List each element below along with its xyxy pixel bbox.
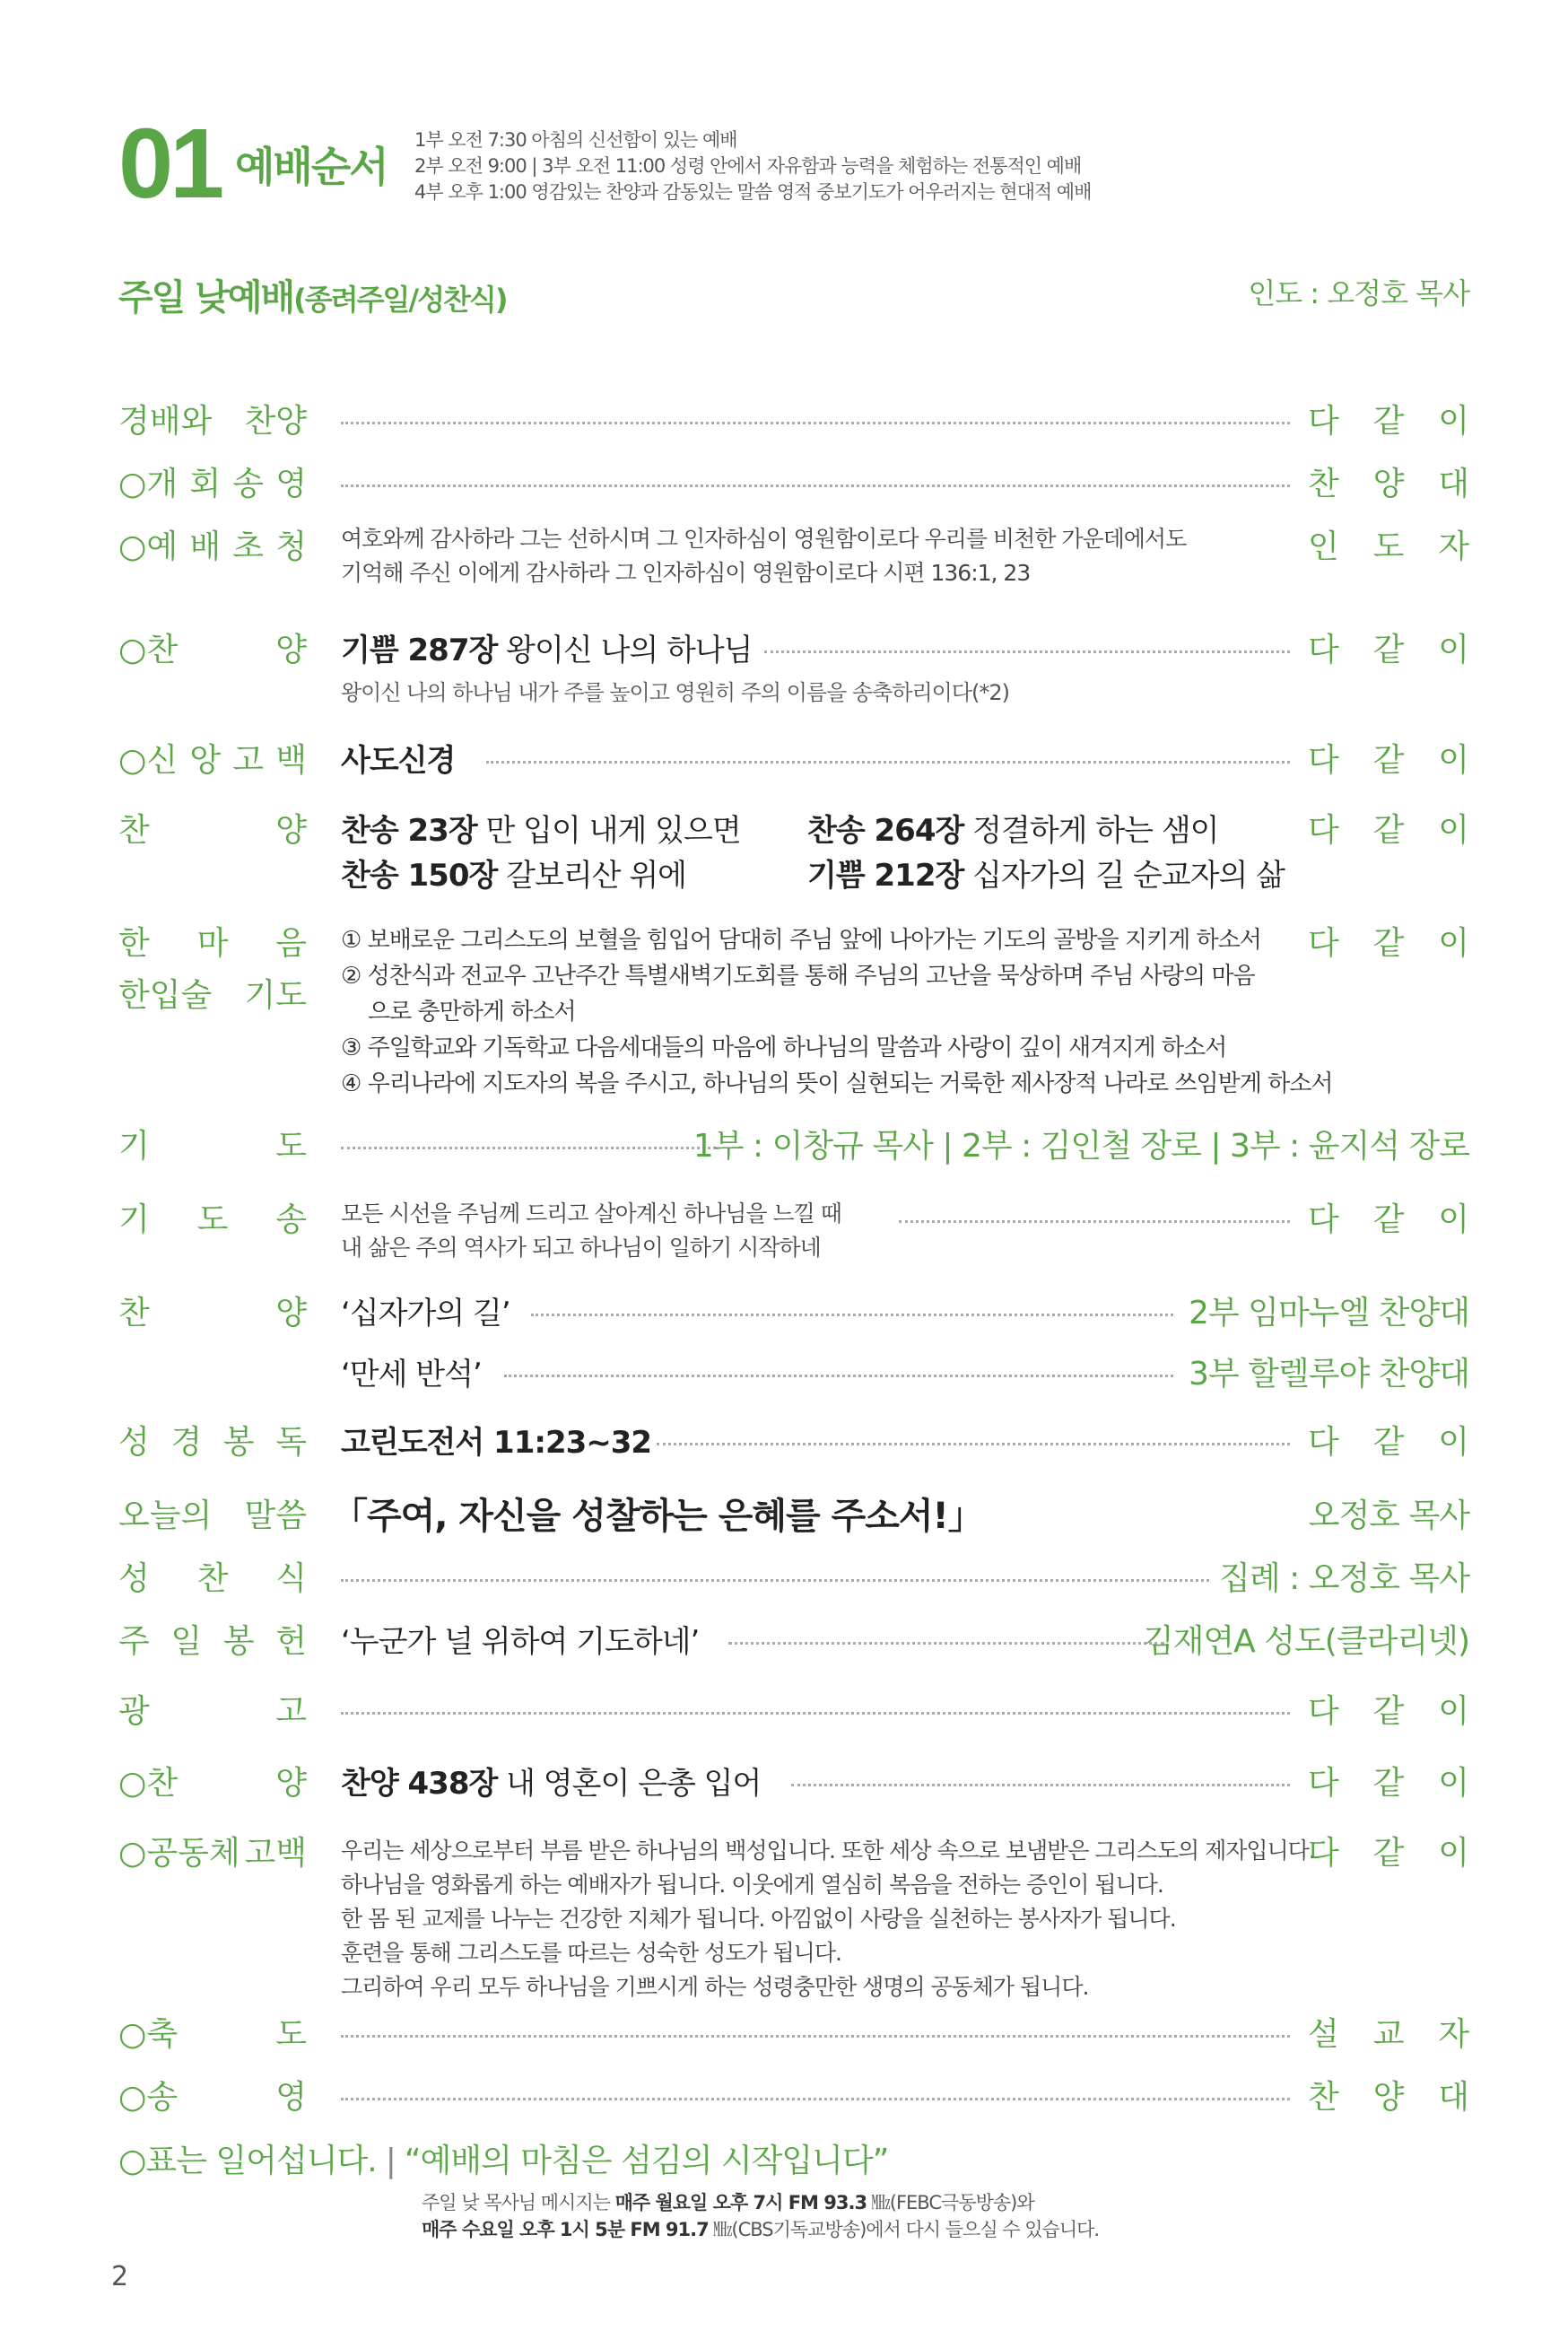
service-time-line: 4부 오후 1:00 영감있는 찬양과 감동있는 말씀 영적 중보기도가 어우러지는 현대적 예배 (414, 181, 1092, 203)
label-part: 기도 (244, 977, 307, 1014)
dotted-leader (764, 650, 1290, 653)
service-time-line: 1부 오전 7:30 아침의 신선함이 있는 예배 (414, 129, 737, 151)
order-label (118, 734, 307, 788)
order-label (118, 1827, 307, 1881)
order-row-closing-praise (118, 1757, 1469, 1811)
prayer-item: ③ 주일학교와 기독학교 다음세대들의 마음에 하나님의 말씀과 사랑이 깊이 새겨지게 하소서 (341, 1035, 1227, 1061)
label-part: 경 (170, 1424, 203, 1461)
prayer-item: 으로 충만하게 하소서 (368, 999, 576, 1026)
page-number: 2 (111, 2261, 129, 2292)
order-label (118, 2071, 307, 2125)
confession-text (341, 1834, 1315, 2004)
service-subtitle: (종려주일/성찬식) (293, 283, 507, 317)
offering-performer: 김재연A 성도(클라리넷) (1142, 1623, 1469, 1660)
performer-part: 이 (1438, 742, 1469, 779)
performer-part: 이 (1438, 1765, 1469, 1802)
performer-part: 같 (1372, 925, 1405, 962)
label-part: 찬 (118, 1295, 150, 1331)
performer-part: 다 (1308, 742, 1339, 779)
label-part: 회 (189, 466, 222, 502)
label-part: 찬양 (244, 403, 307, 440)
label-part: 찬 (118, 812, 150, 849)
dotted-leader (341, 422, 1290, 424)
label-part: ○찬 (118, 1765, 179, 1802)
order-label (118, 1552, 307, 1606)
hymn-item: 찬송 264장 정결하게 하는 샘이 (807, 813, 1219, 849)
performer-part: 도 (1372, 528, 1405, 565)
order-label (118, 1416, 307, 1470)
order-performer (1308, 917, 1469, 971)
performer-part: 이 (1438, 403, 1469, 440)
performer-part: 찬 (1308, 466, 1339, 502)
prayer-item: ① 보배로운 그리스도의 보혈을 힘입어 담대히 주님 앞에 나아가는 기도의 골방을 지키게 하소서 (341, 927, 1261, 954)
label-part: 청 (275, 528, 307, 565)
confession-line: 하나님을 영화롭게 하는 예배자가 됩니다. 이웃에게 열심히 복음을 전하는 증인이 됩니다. (341, 1872, 1163, 1898)
performer-part: 같 (1372, 403, 1405, 440)
performer-part: 다 (1308, 925, 1339, 962)
performer-part: 교 (1372, 2016, 1405, 2053)
order-label (118, 395, 307, 449)
prayer-list (341, 922, 1333, 1102)
order-row-announcements (118, 1685, 1469, 1739)
performer-part: 다 (1308, 403, 1339, 440)
label-part: 봉 (222, 1623, 255, 1660)
order-performer (1308, 734, 1469, 788)
order-row-praise-worship (118, 395, 1469, 449)
order-label (118, 1193, 307, 1247)
label-part: 독 (275, 1424, 307, 1461)
confession-line: 그리하여 우리 모두 하나님을 기쁘시게 하는 성령충만한 생명의 공동체가 됩니다. (341, 1974, 1089, 2000)
label-part: 양 (275, 812, 307, 849)
label-part: 주 (118, 1623, 150, 1660)
order-row-sermon (118, 1489, 1469, 1543)
service-title (118, 269, 506, 320)
performer-part: 같 (1372, 1424, 1405, 1461)
dotted-leader (486, 761, 1290, 764)
order-performer (1308, 1193, 1469, 1247)
order-row-choir-anthem (118, 1287, 1469, 1403)
performer-part: 이 (1438, 1693, 1469, 1730)
order-label (118, 1757, 307, 1811)
label-part: 양 (275, 1295, 307, 1331)
order-row-prayer-song (118, 1193, 1469, 1274)
label-part: 고 (232, 742, 265, 779)
closing-note (118, 2135, 888, 2181)
song-lyrics: 모든 시선을 주님께 드리고 살아계신 하나님을 느낄 때 (341, 1200, 841, 1227)
hymn-title: 찬양 438장 내 영혼이 은총 입어 (341, 1766, 762, 1802)
label-part: 오늘의 (118, 1497, 213, 1534)
label-part: ○공동체 (118, 1835, 240, 1872)
hymn-lyrics: 왕이신 나의 하나님 내가 주를 높이고 영원히 주의 이름을 송축하리이다(*2) (341, 680, 1009, 705)
label-part: 송 (275, 1201, 307, 1238)
order-row-prayer (118, 1120, 1469, 1174)
label-part: 양 (275, 632, 307, 668)
dotted-leader (791, 1784, 1290, 1786)
performer-part: 이 (1438, 632, 1469, 668)
broadcast-info (422, 2189, 1099, 2243)
divider: | (385, 2143, 396, 2179)
performer-part: 인 (1308, 528, 1339, 565)
performer-part: 대 (1438, 2079, 1469, 2116)
order-performer (1308, 458, 1469, 511)
service-name: 주일 낮예배 (118, 277, 294, 319)
label-part: 말씀 (244, 1497, 307, 1534)
label-part: 마 (196, 925, 229, 962)
order-row-praise (118, 624, 1469, 713)
performer-part: 양 (1372, 466, 1405, 502)
broadcast-line: 매주 수요일 오후 1시 5분 FM 91.7 ㎒(CBS기독교방송)에서 다시 들으실 수 있습니다. (422, 2219, 1100, 2240)
label-part: 도 (196, 1201, 229, 1238)
label-part: 배 (189, 528, 222, 565)
label-part: ○개 (118, 466, 179, 502)
performer-part: 자 (1438, 2016, 1469, 2053)
label-part: 헌 (275, 1623, 307, 1660)
order-performer (1308, 520, 1469, 574)
order-row-confession-of-faith (118, 734, 1469, 788)
hymn-item: 기쁨 212장 십자가의 길 순교자의 삶 (807, 858, 1285, 894)
performer-part: 같 (1372, 1693, 1405, 1730)
order-row-scripture-reading (118, 1416, 1469, 1470)
label-part: 송 (232, 466, 265, 502)
performer-part: 다 (1308, 1765, 1339, 1802)
dotted-leader (531, 1314, 1173, 1316)
performer-part: 같 (1372, 812, 1405, 849)
label-part: 한 (118, 925, 150, 962)
order-label (118, 1615, 307, 1669)
performer-part: 다 (1308, 1835, 1339, 1872)
label-part: 식 (275, 1560, 307, 1597)
order-label (118, 1489, 307, 1543)
label-part: 한입술 (118, 977, 213, 1014)
order-label (118, 2008, 307, 2062)
dotted-leader (728, 1642, 1164, 1645)
anthem-title: ‘십자가의 길’ (341, 1296, 510, 1331)
order-label (118, 804, 307, 858)
performer-part: 설 (1308, 2016, 1339, 2053)
dotted-leader (899, 1220, 1290, 1223)
order-label: 기 도 (118, 1128, 307, 1165)
order-label (118, 1287, 307, 1340)
stand-note: ○표는 일어섭니다. (118, 2143, 377, 2179)
confession-line: 우리는 세상으로부터 부름 받은 하나님의 백성입니다. 또한 세상 속으로 보냄받은 그리스도의 제자입니다. (341, 1838, 1315, 1864)
performer-part: 이 (1438, 1424, 1469, 1461)
order-performer (1308, 2008, 1469, 2062)
closing-motto: “예배의 마침은 섬김의 시작입니다” (404, 2143, 889, 2179)
order-label (118, 624, 307, 677)
order-row-community-confession (118, 1827, 1469, 2006)
dotted-leader (657, 1443, 1290, 1445)
creed-title: 사도신경 (341, 743, 456, 779)
section-number: 01 (118, 109, 222, 219)
label-part: ○예 (118, 528, 179, 565)
service-leader: 인도 : 오정호 목사 (1248, 276, 1469, 310)
order-row-hymns (118, 804, 1469, 903)
performer-part: 이 (1438, 925, 1469, 962)
song-lyrics: 내 삶은 주의 역사가 되고 하나님이 일하기 시작하네 (341, 1235, 821, 1261)
order-performer (1308, 1685, 1469, 1739)
order-row-benediction (118, 2008, 1469, 2062)
label-part: ○축 (118, 2016, 179, 2053)
scripture-reference: 고린도전서 11:23~32 (341, 1425, 652, 1461)
anthem-title: ‘만세 반석’ (341, 1357, 482, 1392)
label-part: 성 (118, 1424, 150, 1461)
choir-name: 2부 임마누엘 찬양대 (1189, 1295, 1469, 1331)
order-performer (1308, 395, 1469, 449)
order-performer (1308, 1757, 1469, 1811)
label-part: 기 (118, 1201, 150, 1238)
scripture-line: 기억해 주신 이에게 감사하라 그 인자하심이 영원함이로다 시편 136:1, 23 (341, 560, 1031, 586)
performer-part: 양 (1372, 2079, 1405, 2116)
prayer-leaders: 1부 : 이창규 목사 | 2부 : 김인철 장로 | 3부 : 윤지석 장로 (693, 1128, 1469, 1165)
label-part: 초 (232, 528, 265, 565)
order-performer (1308, 1827, 1469, 1881)
label-part: ○신 (118, 742, 179, 779)
label-part: 봉 (222, 1424, 255, 1461)
prayer-item: ② 성찬식과 전교우 고난주간 특별새벽기도회를 통해 주님의 고난을 묵상하며 주님 사랑의 마음 (341, 963, 1255, 990)
performer-part: 다 (1308, 1424, 1339, 1461)
order-label (118, 1685, 307, 1739)
order-row-call-to-worship (118, 520, 1469, 601)
preacher: 오정호 목사 (1308, 1497, 1469, 1534)
dotted-leader (341, 2035, 1290, 2038)
order-performer (1308, 804, 1469, 858)
order-label (118, 969, 307, 1023)
hymn-item: 찬송 23장 만 입이 내게 있으면 (341, 813, 741, 849)
performer-part: 같 (1372, 632, 1405, 668)
label-part: 앙 (189, 742, 222, 779)
hymn-title: 기쁨 287장 왕이신 나의 하나님 (341, 633, 753, 668)
order-row-communion (118, 1552, 1469, 1606)
label-part: ○찬 (118, 632, 179, 668)
dotted-leader (341, 2098, 1290, 2100)
sermon-title: 「주여, 자신을 성찰하는 은혜를 주소서!」 (332, 1496, 983, 1537)
communion-officiant: 집례 : 오정호 목사 (1219, 1560, 1469, 1597)
performer-part: 자 (1438, 528, 1469, 565)
performer-part: 이 (1438, 812, 1469, 849)
label-part: 광 (118, 1693, 150, 1730)
dotted-leader (504, 1375, 1173, 1377)
service-times-description (414, 127, 1091, 205)
order-label (118, 458, 307, 511)
label-part: 도 (275, 2016, 307, 2053)
offering-song: ‘누군가 널 위하여 기도하네’ (341, 1624, 700, 1660)
order-performer (1308, 2071, 1469, 2125)
performer-part: 찬 (1308, 2079, 1339, 2116)
dotted-leader (341, 1712, 1290, 1715)
label-part: 성 (118, 1560, 150, 1597)
order-row-unison-prayer (118, 917, 1469, 1096)
order-row-opening-hymn (118, 458, 1469, 511)
confession-line: 훈련을 통해 그리스도를 따르는 성숙한 성도가 됩니다. (341, 1940, 841, 1966)
label-part: 경배와 (118, 403, 213, 440)
order-row-doxology (118, 2071, 1469, 2125)
performer-part: 다 (1308, 632, 1339, 668)
label-part: 백 (275, 742, 307, 779)
performer-part: 이 (1438, 1201, 1469, 1238)
performer-part: 이 (1438, 1835, 1469, 1872)
performer-part: 같 (1372, 742, 1405, 779)
performer-part: 같 (1372, 1765, 1405, 1802)
label-part: 양 (275, 1765, 307, 1802)
label-part: 일 (170, 1623, 203, 1660)
performer-part: 다 (1308, 1693, 1339, 1730)
order-label (118, 520, 307, 574)
order-label (118, 917, 307, 971)
label-part: ○송 (118, 2079, 179, 2116)
label-part: 고백 (244, 1835, 307, 1872)
performer-part: 같 (1372, 1201, 1405, 1238)
label-part: 고 (275, 1693, 307, 1730)
section-title: 예배순서 (235, 143, 388, 191)
choir-name: 3부 할렐루야 찬양대 (1189, 1356, 1469, 1392)
performer-part: 같 (1372, 1835, 1405, 1872)
prayer-item: ④ 우리나라에 지도자의 복을 주시고, 하나님의 뜻이 실현되는 거룩한 제사장적 나라로 쓰임받게 하소서 (341, 1070, 1333, 1097)
performer-part: 다 (1308, 1201, 1339, 1238)
confession-line: 한 몸 된 교제를 나누는 건강한 지체가 됩니다. 아낌없이 사랑을 실천하는 봉사자가 됩니다. (341, 1906, 1176, 1932)
dotted-leader (341, 1579, 1209, 1582)
label-part: 음 (275, 925, 307, 962)
label-part: 영 (275, 2079, 307, 2116)
broadcast-line: 주일 낮 목사님 메시지는 매주 월요일 오후 7시 FM 93.3 ㎒(FEBC극동방송)와 (422, 2192, 1034, 2213)
scripture-line: 여호와께 감사하라 그는 선하시며 그 인자하심이 영원함이로다 우리를 비천한 가운데에서도 (341, 526, 1187, 552)
label-part: 찬 (196, 1560, 229, 1597)
hymn-item: 찬송 150장 갈보리산 위에 (341, 858, 687, 894)
service-time-line: 2부 오전 9:00 | 3부 오전 11:00 성령 안에서 자유함과 능력을 체험하는 전통적인 예배 (414, 155, 1082, 177)
dotted-leader (341, 485, 1290, 487)
order-row-offering (118, 1615, 1469, 1669)
performer-part: 대 (1438, 466, 1469, 502)
performer-part: 다 (1308, 812, 1339, 849)
dotted-leader (341, 1147, 716, 1149)
order-performer (1308, 1416, 1469, 1470)
order-performer (1308, 624, 1469, 677)
label-part: 영 (275, 466, 307, 502)
